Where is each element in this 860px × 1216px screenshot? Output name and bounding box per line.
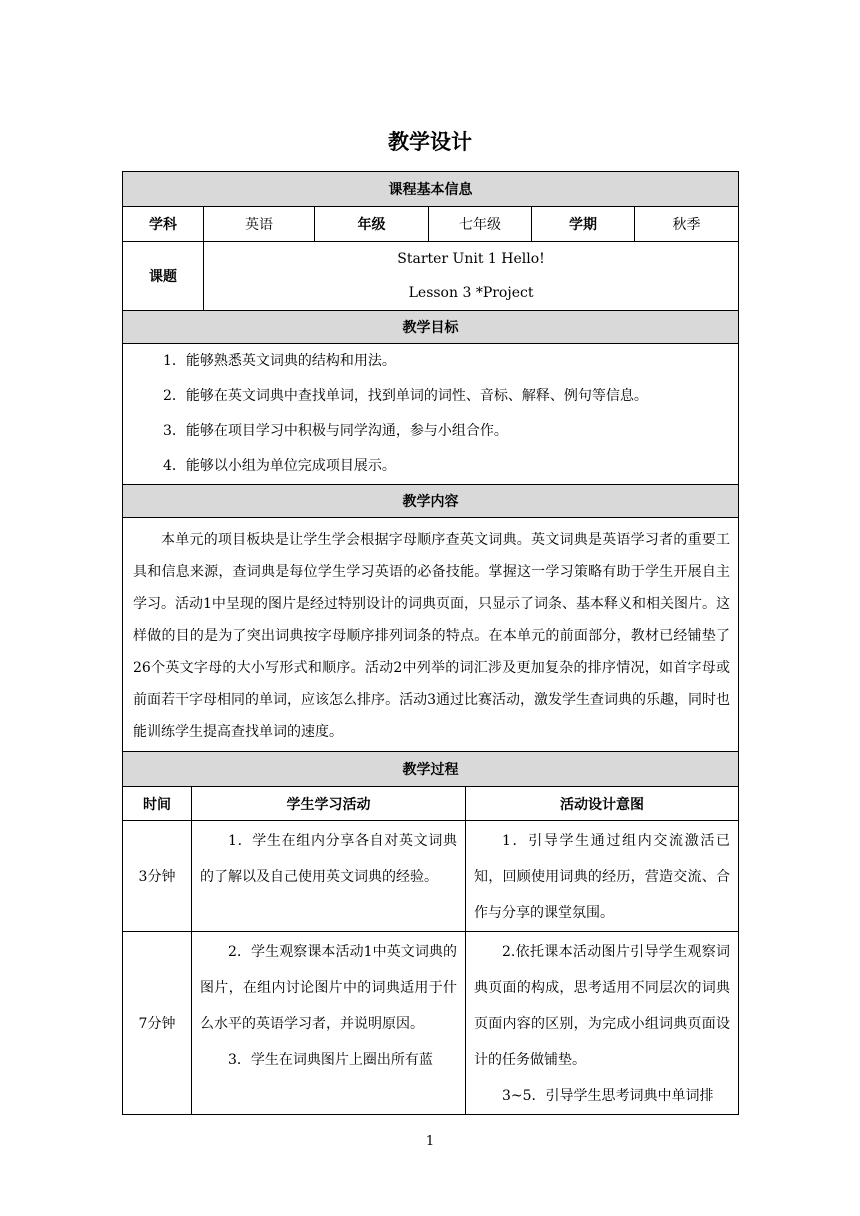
activity-text: 2．学生观察课本活动1中英文词典的图片，在组内讨论图片中的词典适用于什么水平的英语学习者，并说明原因。 [200, 944, 457, 1032]
document-title: 教学设计 [388, 130, 472, 154]
row-activity [192, 932, 466, 1115]
grade-label: 年级 [315, 207, 429, 242]
topic-value [204, 242, 739, 311]
grade-value: 七年级 [429, 207, 532, 242]
objective-item: 1．能够熟悉英文词典的结构和用法。 [163, 353, 396, 369]
col-intent-header: 活动设计意图 [466, 787, 739, 821]
objectives-list [123, 344, 739, 485]
objective-item: 3．能够在项目学习中积极与同学沟通，参与小组合作。 [163, 423, 508, 439]
col-time-header: 时间 [123, 787, 192, 821]
activity-text: 1．学生在组内分享各自对英文词典的了解以及自己使用英文词典的经验。 [200, 833, 457, 885]
subject-value: 英语 [204, 207, 315, 242]
intent-text: 3~5．引导学生思考词典中单词排 [502, 1088, 714, 1104]
lesson-design-table [122, 171, 739, 753]
row-time: 3分钟 [123, 821, 192, 932]
objective-item: 2．能够在英文词典中查找单词，找到单词的词性、音标、解释、例句等信息。 [163, 388, 648, 404]
row-intent [466, 932, 739, 1115]
row-time: 7分钟 [123, 932, 192, 1115]
intent-text: 2.依托课本活动图片引导学生观察词典页面的构成，思考适用不同层次的词典页面内容的区别，为完成小组词典页面设计的任务做铺垫。 [474, 944, 730, 1068]
objectives-header: 教学目标 [123, 311, 739, 344]
row-activity [192, 821, 466, 932]
objective-item: 4．能够以小组为单位完成项目展示。 [163, 458, 396, 474]
row-intent [466, 821, 739, 932]
topic-line-2: Lesson 3 *Project [408, 285, 534, 301]
topic-label: 课题 [123, 242, 204, 311]
subject-label: 学科 [123, 207, 204, 242]
process-header: 教学过程 [123, 752, 739, 787]
term-label: 学期 [532, 207, 635, 242]
intent-text: 1．引导学生通过组内交流激活已知，回顾使用词典的经历，营造交流、合作与分享的课堂氛围。 [474, 833, 730, 921]
content-paragraph: 本单元的项目板块是让学生学会根据字母顺序查英文词典。英文词典是英语学习者的重要工具和信息来源，查词典是每位学生学习英语的必备技能。掌握这一学习策略有助于学生开展自主学习。活动1中呈现的图片是经过特别设计的词典页面，只显示了词条、基本释义和相关图片。这样做的目的是为了突出词典按字母顺序排列词条的特点。在本单元的前面部分，教材已经铺垫了26个英文字母的大小写形式和顺序。活动2中列举的词汇涉及更加复杂的排序情况，如首字母或前面若干字母相同的单词，应该怎么排序。活动3通过比赛活动，激发学生查词典的乐趣，同时也能训练学生提高查找单词的速度。 [123, 518, 739, 753]
term-value: 秋季 [635, 207, 739, 242]
activity-text: 3．学生在词典图片上圈出所有蓝 [228, 1052, 433, 1068]
process-table [122, 751, 739, 1115]
content-header: 教学内容 [123, 485, 739, 518]
page-number: 1 [425, 1134, 435, 1149]
col-activity-header: 学生学习活动 [192, 787, 466, 821]
basic-info-header: 课程基本信息 [123, 172, 739, 207]
topic-line-1: Starter Unit 1 Hello! [397, 251, 545, 267]
